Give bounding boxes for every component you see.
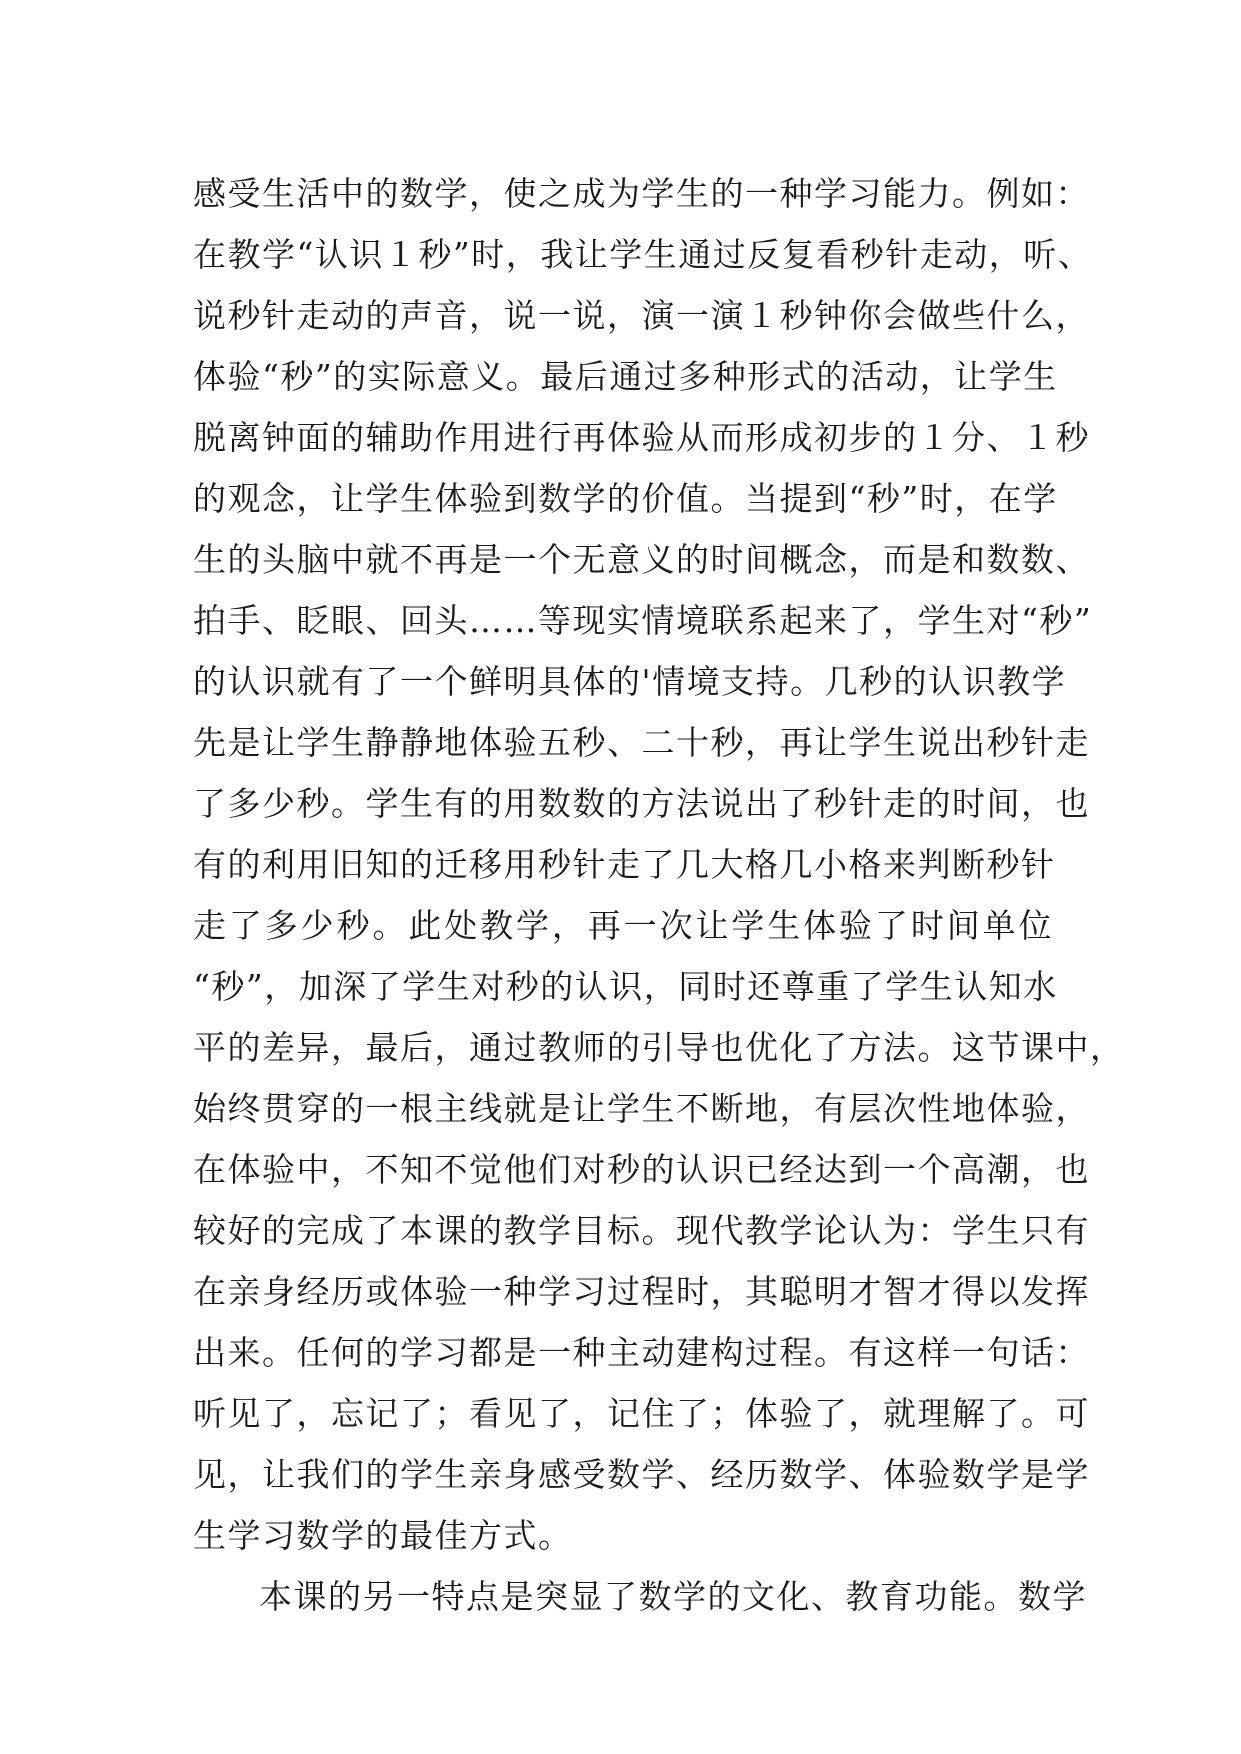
text-line: 生的头脑中就不再是一个无意义的时间概念，而是和数数、 bbox=[193, 540, 1090, 579]
text-line: 较好的完成了本课的教学目标。现代教学论认为：学生只有 bbox=[193, 1211, 1090, 1250]
text-line: 感受生活中的数学，使之成为学生的一种学习能力。例如： bbox=[193, 174, 1090, 213]
text-line: 始终贯穿的一根主线就是让学生不断地，有层次性地体验， bbox=[193, 1089, 1090, 1128]
text-line: 的观念，让学生体验到数学的价值。当提到“秒”时，在学 bbox=[193, 479, 1058, 518]
text-line: 生学习数学的最佳方式。 bbox=[193, 1516, 573, 1555]
text-line: 走了多少秒。此处教学，再一次让学生体验了时间单位 bbox=[193, 906, 1053, 945]
text-line: “秒”，加深了学生对秒的认识，同时还尊重了学生认知水 bbox=[193, 967, 1058, 1006]
text-line: 先是让学生静静地体验五秒、二十秒，再让学生说出秒针走 bbox=[193, 723, 1090, 762]
text-line: 在体验中，不知不觉他们对秒的认识已经达到一个高潮，也 bbox=[193, 1150, 1090, 1189]
text-line: 体验“秒”的实际意义。最后通过多种形式的活动，让学生 bbox=[193, 357, 1058, 396]
text-line: 拍手、眨眼、回头……等现实情境联系起来了，学生对“秒” bbox=[193, 601, 1093, 640]
text-line: 见，让我们的学生亲身感受数学、经历数学、体验数学是学 bbox=[193, 1455, 1090, 1494]
text-line: 在教学“认识１秒”时，我让学生通过反复看秒针走动，听、 bbox=[193, 235, 1093, 274]
text-line: 在亲身经历或体验一种学习过程时，其聪明才智才得以发挥 bbox=[193, 1272, 1090, 1311]
text-line: 本课的另一特点是突显了数学的文化、教育功能。数学 bbox=[259, 1577, 1087, 1616]
text-line: 有的利用旧知的迁移用秒针走了几大格几小格来判断秒针 bbox=[193, 845, 1056, 884]
paragraph-2 bbox=[193, 1566, 1087, 1627]
text-line: 脱离钟面的辅助作用进行再体验从而形成初步的１分、１秒 bbox=[193, 418, 1090, 457]
text-line: 平的差异，最后，通过教师的引导也优化了方法。这节课中， bbox=[193, 1028, 1125, 1067]
text-line: 听见了，忘记了；看见了，记住了；体验了，就理解了。可 bbox=[193, 1394, 1090, 1433]
text-line: 出来。任何的学习都是一种主动建构过程。有这样一句话： bbox=[193, 1333, 1090, 1372]
body-text bbox=[193, 163, 1125, 1627]
text-line: 了多少秒。学生有的用数数的方法说出了秒针走的时间，也 bbox=[193, 784, 1090, 823]
text-line: 说秒针走动的声音，说一说，演一演１秒钟你会做些什么， bbox=[193, 296, 1090, 335]
text-line: 的认识就有了一个鲜明具体的'情境支持。几秒的认识教学 bbox=[193, 662, 1067, 701]
paragraph-1 bbox=[193, 163, 1125, 1566]
